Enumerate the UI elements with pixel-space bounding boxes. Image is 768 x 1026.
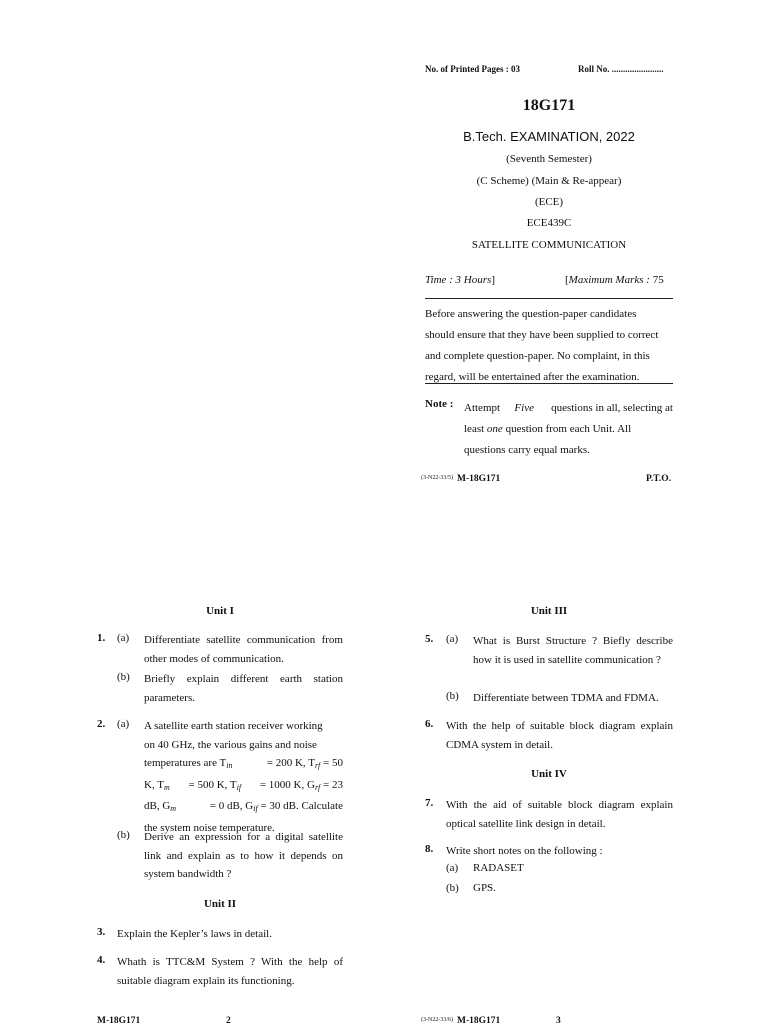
q2a-line: the system noise temperature. [144, 821, 275, 834]
q2a-l3-a [144, 754, 233, 776]
q2a-l3-text-c: = 50 [320, 757, 343, 769]
q2a-l3-b [264, 754, 343, 776]
q2a-l3-sub-rf: rf [314, 761, 321, 770]
question-7-text: With the aid of suitable block diagram explain optical satellite link design in detail. [446, 799, 673, 830]
question-1a-text: Differentiate satellite communication from other modes of communication. [144, 634, 343, 665]
question-number-7: 7. [425, 797, 434, 809]
q2a-l4-text-d: = 23 [320, 778, 343, 791]
footer-batch-code-page3: (3-N22-33/6) [421, 1017, 453, 1023]
q2a-l4-sub-rf: rf [314, 782, 321, 792]
unit-heading-2: Unit II [203, 898, 237, 910]
instruction-box [425, 304, 673, 388]
note-line1-b: questions in all, selecting at [548, 402, 673, 414]
time-allowed [425, 274, 495, 286]
exam-title: B.Tech. EXAMINATION, 2022 [463, 129, 635, 144]
q2a-l4-a [144, 776, 170, 798]
roll-number-field: Roll No. ....................... [578, 64, 664, 74]
footer-paper-code-page3: M-18G171 [457, 1016, 501, 1026]
question-number-4: 4. [97, 954, 106, 966]
question-number-1: 1. [97, 632, 106, 644]
q2a-l3-text-a: temperatures are T [144, 757, 227, 769]
footer-page-number-2: 2 [226, 1016, 231, 1026]
question-3-text: Explain the Kepler’s laws in detail. [117, 928, 272, 940]
marks-bracket: [ [565, 274, 569, 286]
note-line [464, 419, 673, 440]
question-part-label: (b) [446, 690, 459, 702]
q2a-l5-a [144, 797, 176, 819]
marks-value: 75 [652, 274, 664, 286]
time-label: Time : 3 Hours [425, 274, 492, 286]
q2a-l3-sub-in: in [226, 761, 233, 770]
note-label: Note : [425, 398, 454, 410]
footer-pto: P.T.O. [646, 474, 672, 484]
semester: (Seventh Semester) [506, 153, 592, 165]
question-6-text: With the help of suitable block diagram explain CDMA system in detail. [446, 720, 673, 751]
instruction-line: Before answering the question-paper candidates [425, 308, 637, 320]
footer-batch-code: (3-N22-33/5) [421, 475, 453, 481]
printed-pages-count: No. of Printed Pages : 03 [425, 64, 520, 74]
question-number-8: 8. [425, 843, 434, 855]
q2a-l5-sub-m: m [170, 804, 177, 813]
note-line2-b: question from each Unit. All [502, 423, 632, 435]
question-part-label: (a) [446, 633, 459, 645]
question-number-2: 2. [97, 718, 106, 730]
course-code: ECE439C [526, 217, 572, 229]
question-8-text: Write short notes on the following : [446, 845, 603, 857]
maximum-marks [565, 274, 664, 286]
question-part-label: (b) [117, 829, 130, 841]
footer-page-number-3: 3 [556, 1016, 561, 1026]
instruction-line: should ensure that they have been supplied to correct [425, 329, 659, 341]
marks-label: Maximum Marks : [568, 274, 650, 286]
instruction-line: and complete question-paper. No complaint, in this [425, 350, 650, 362]
q2a-l4-c [257, 776, 343, 798]
q2a-l4-sub-if: if [236, 782, 242, 792]
q2a-line [144, 797, 343, 819]
unit-heading-4: Unit IV [531, 768, 567, 780]
note-line [464, 398, 673, 419]
note-line1-em: Five [514, 402, 534, 414]
question-8a-text: RADASET [473, 862, 524, 874]
q2a-l5-sub-if: if [253, 804, 258, 813]
unit-heading-3: Unit III [530, 605, 568, 617]
note-line: questions carry equal marks. [464, 444, 590, 456]
note-line2-em: one [486, 423, 503, 435]
question-5a-text: What is Burst Structure ? Biefly describe how it is used in satellite communication ? [473, 635, 673, 666]
question-4-text: Whath is TTC&M System ? With the help of suitable diagram explain its functioning. [117, 956, 343, 987]
question-part-label: (a) [446, 862, 459, 874]
q2a-line [144, 776, 343, 798]
q2a-line [144, 754, 343, 776]
question-5b-text: Differentiate between TDMA and FDMA. [473, 692, 659, 704]
subject-title: SATELLITE COMMUNICATION [471, 239, 627, 251]
q2a-l3-text-b: = 200 K, T [264, 757, 315, 769]
instruction-line: regard, will be entertained after the examination. [425, 371, 640, 383]
question-part-label: (a) [117, 718, 130, 730]
question-number-6: 6. [425, 718, 434, 730]
question-1b-text: Briefly explain different earth station parameters. [144, 673, 343, 704]
question-number-5: 5. [425, 633, 434, 645]
question-number-3: 3. [97, 926, 106, 938]
unit-heading-1: Unit I [206, 605, 234, 617]
q2a-l5-b [207, 797, 343, 819]
divider-top [425, 298, 673, 299]
q2a-line: on 40 GHz, the various gains and noise [144, 738, 317, 751]
question-part-label: (b) [446, 882, 459, 894]
paper-code: 18G171 [522, 97, 576, 114]
q2a-l5-text-b: = 0 dB, G [206, 800, 254, 812]
note-line1-a: Attempt [464, 402, 501, 414]
q2a-l4-text-b: = 500 K, T [185, 778, 237, 791]
q2a-l4-sub-m: m [163, 782, 170, 792]
divider-bottom [425, 383, 673, 384]
q2a-l4-text-a: K, T [144, 778, 164, 791]
question-8b-text: GPS. [473, 882, 496, 894]
question-2b-text: Derive an expression for a digital satellite link and explain as to how it depends on system bandwidth ? [144, 831, 343, 880]
footer-paper-code-page2: M-18G171 [97, 1016, 141, 1026]
footer-paper-code: M-18G171 [457, 474, 501, 484]
question-part-label: (b) [117, 671, 130, 683]
scheme: (C Scheme) (Main & Re-appear) [476, 175, 622, 187]
question-2a-text [144, 717, 343, 837]
q2a-l4-b [186, 776, 241, 798]
q2a-l5-text-c: = 30 dB. Calculate [257, 800, 343, 812]
q2a-l4-text-c: = 1000 K, G [257, 778, 315, 791]
note-text [464, 398, 673, 461]
branch: (ECE) [534, 196, 564, 208]
note-line2-a: least [464, 423, 487, 435]
time-bracket: ] [491, 274, 495, 286]
q2a-line: A satellite earth station receiver working [144, 720, 323, 732]
question-part-label: (a) [117, 632, 130, 644]
q2a-l5-text-a: dB, G [144, 800, 171, 812]
